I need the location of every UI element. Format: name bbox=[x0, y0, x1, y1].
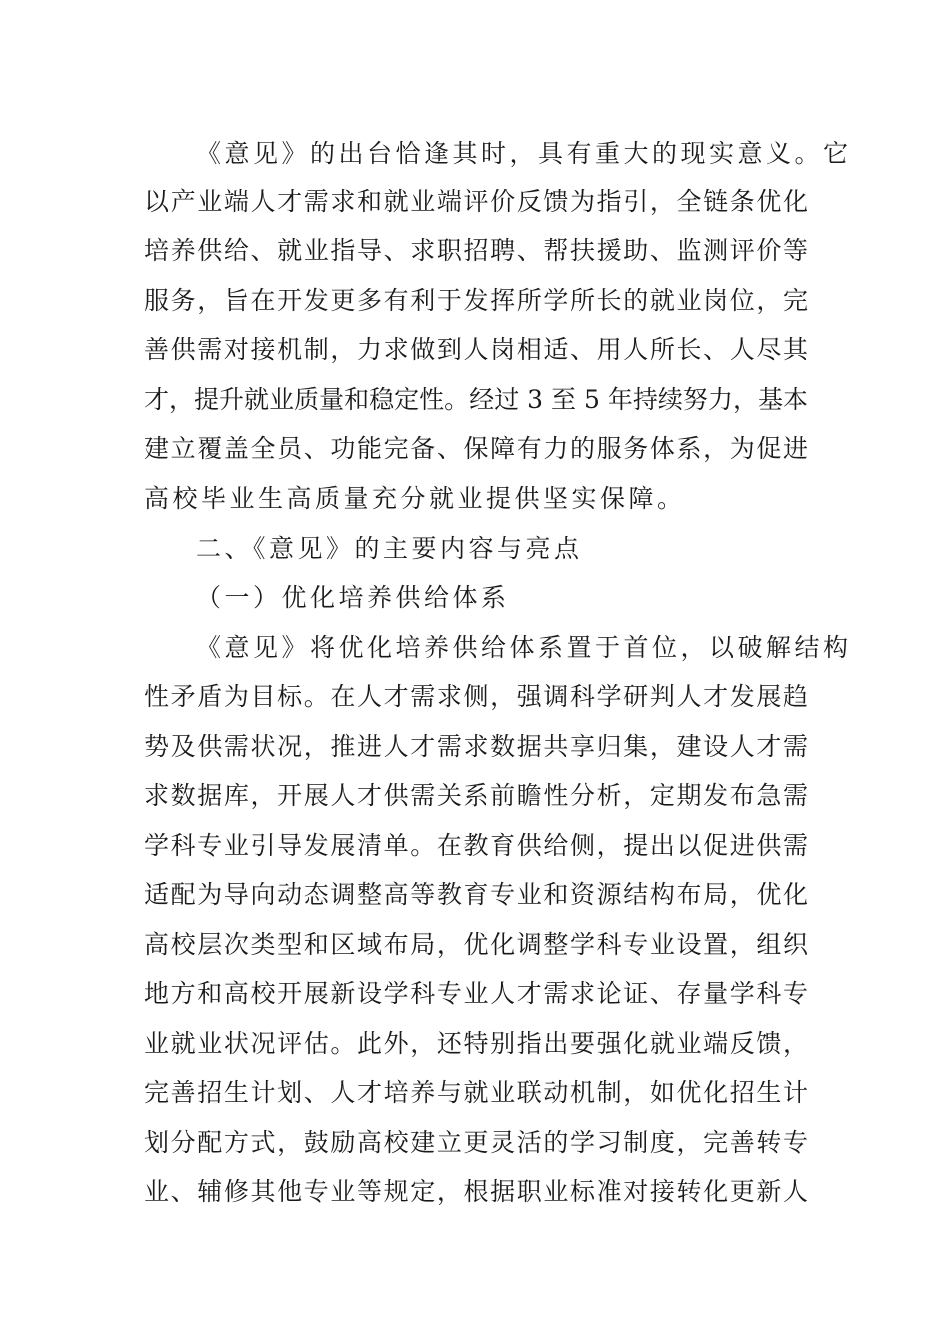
paragraph-line: 善供需对接机制，力求做到人岗相适、用人所长、人尽其 bbox=[144, 335, 808, 364]
paragraph-line: 地方和高校开展新设学科专业人才需求论证、存量学科专 bbox=[144, 979, 808, 1008]
paragraph-line: 求数据库，开展人才供需关系前瞻性分析，定期发布急需 bbox=[144, 781, 808, 810]
paragraph-line: 培养供给、就业指导、求职招聘、帮扶援助、监测评价等 bbox=[144, 236, 808, 265]
paragraph-line: 《意见》的出台恰逢其时，具有重大的现实意义。它 bbox=[196, 139, 852, 168]
paragraph-line: 才，提升就业质量和稳定性。经过 3 至 5 年持续努力，基本 bbox=[144, 385, 808, 414]
paragraph-line: 业、辅修其他专业等规定，根据职业标准对接转化更新人 bbox=[144, 1177, 808, 1206]
paragraph-line: 适配为导向动态调整高等教育专业和资源结构布局，优化 bbox=[144, 880, 808, 909]
paragraph-line: 势及供需状况，推进人才需求数据共享归集，建设人才需 bbox=[144, 732, 808, 761]
subsection-heading: （一）优化培养供给体系 bbox=[196, 583, 510, 612]
paragraph-line: 建立覆盖全员、功能完备、保障有力的服务体系，为促进 bbox=[144, 434, 808, 463]
paragraph-line: 划分配方式，鼓励高校建立更灵活的学习制度，完善转专 bbox=[144, 1128, 808, 1157]
paragraph-line: 以产业端人才需求和就业端评价反馈为指引，全链条优化 bbox=[144, 187, 808, 216]
paragraph-line: 完善招生计划、人才培养与就业联动机制，如优化招生计 bbox=[144, 1078, 808, 1107]
paragraph-line: 高校毕业生高质量充分就业提供坚实保障。 bbox=[144, 484, 686, 513]
section-heading: 二、《意见》的主要内容与亮点 bbox=[196, 534, 583, 563]
paragraph-line: 《意见》将优化培养供给体系置于首位，以破解结构 bbox=[196, 633, 852, 662]
paragraph-line: 业就业状况评估。此外，还特别指出要强化就业端反馈， bbox=[144, 1029, 808, 1058]
paragraph-line: 学科专业引导发展清单。在教育供给侧，提出以促进供需 bbox=[144, 831, 808, 860]
paragraph-line: 性矛盾为目标。在人才需求侧，强调科学研判人才发展趋 bbox=[144, 682, 808, 711]
paragraph-line: 服务，旨在开发更多有利于发挥所学所长的就业岗位，完 bbox=[144, 286, 808, 315]
paragraph-line: 高校层次类型和区域布局，优化调整学科专业设置，组织 bbox=[144, 930, 808, 959]
